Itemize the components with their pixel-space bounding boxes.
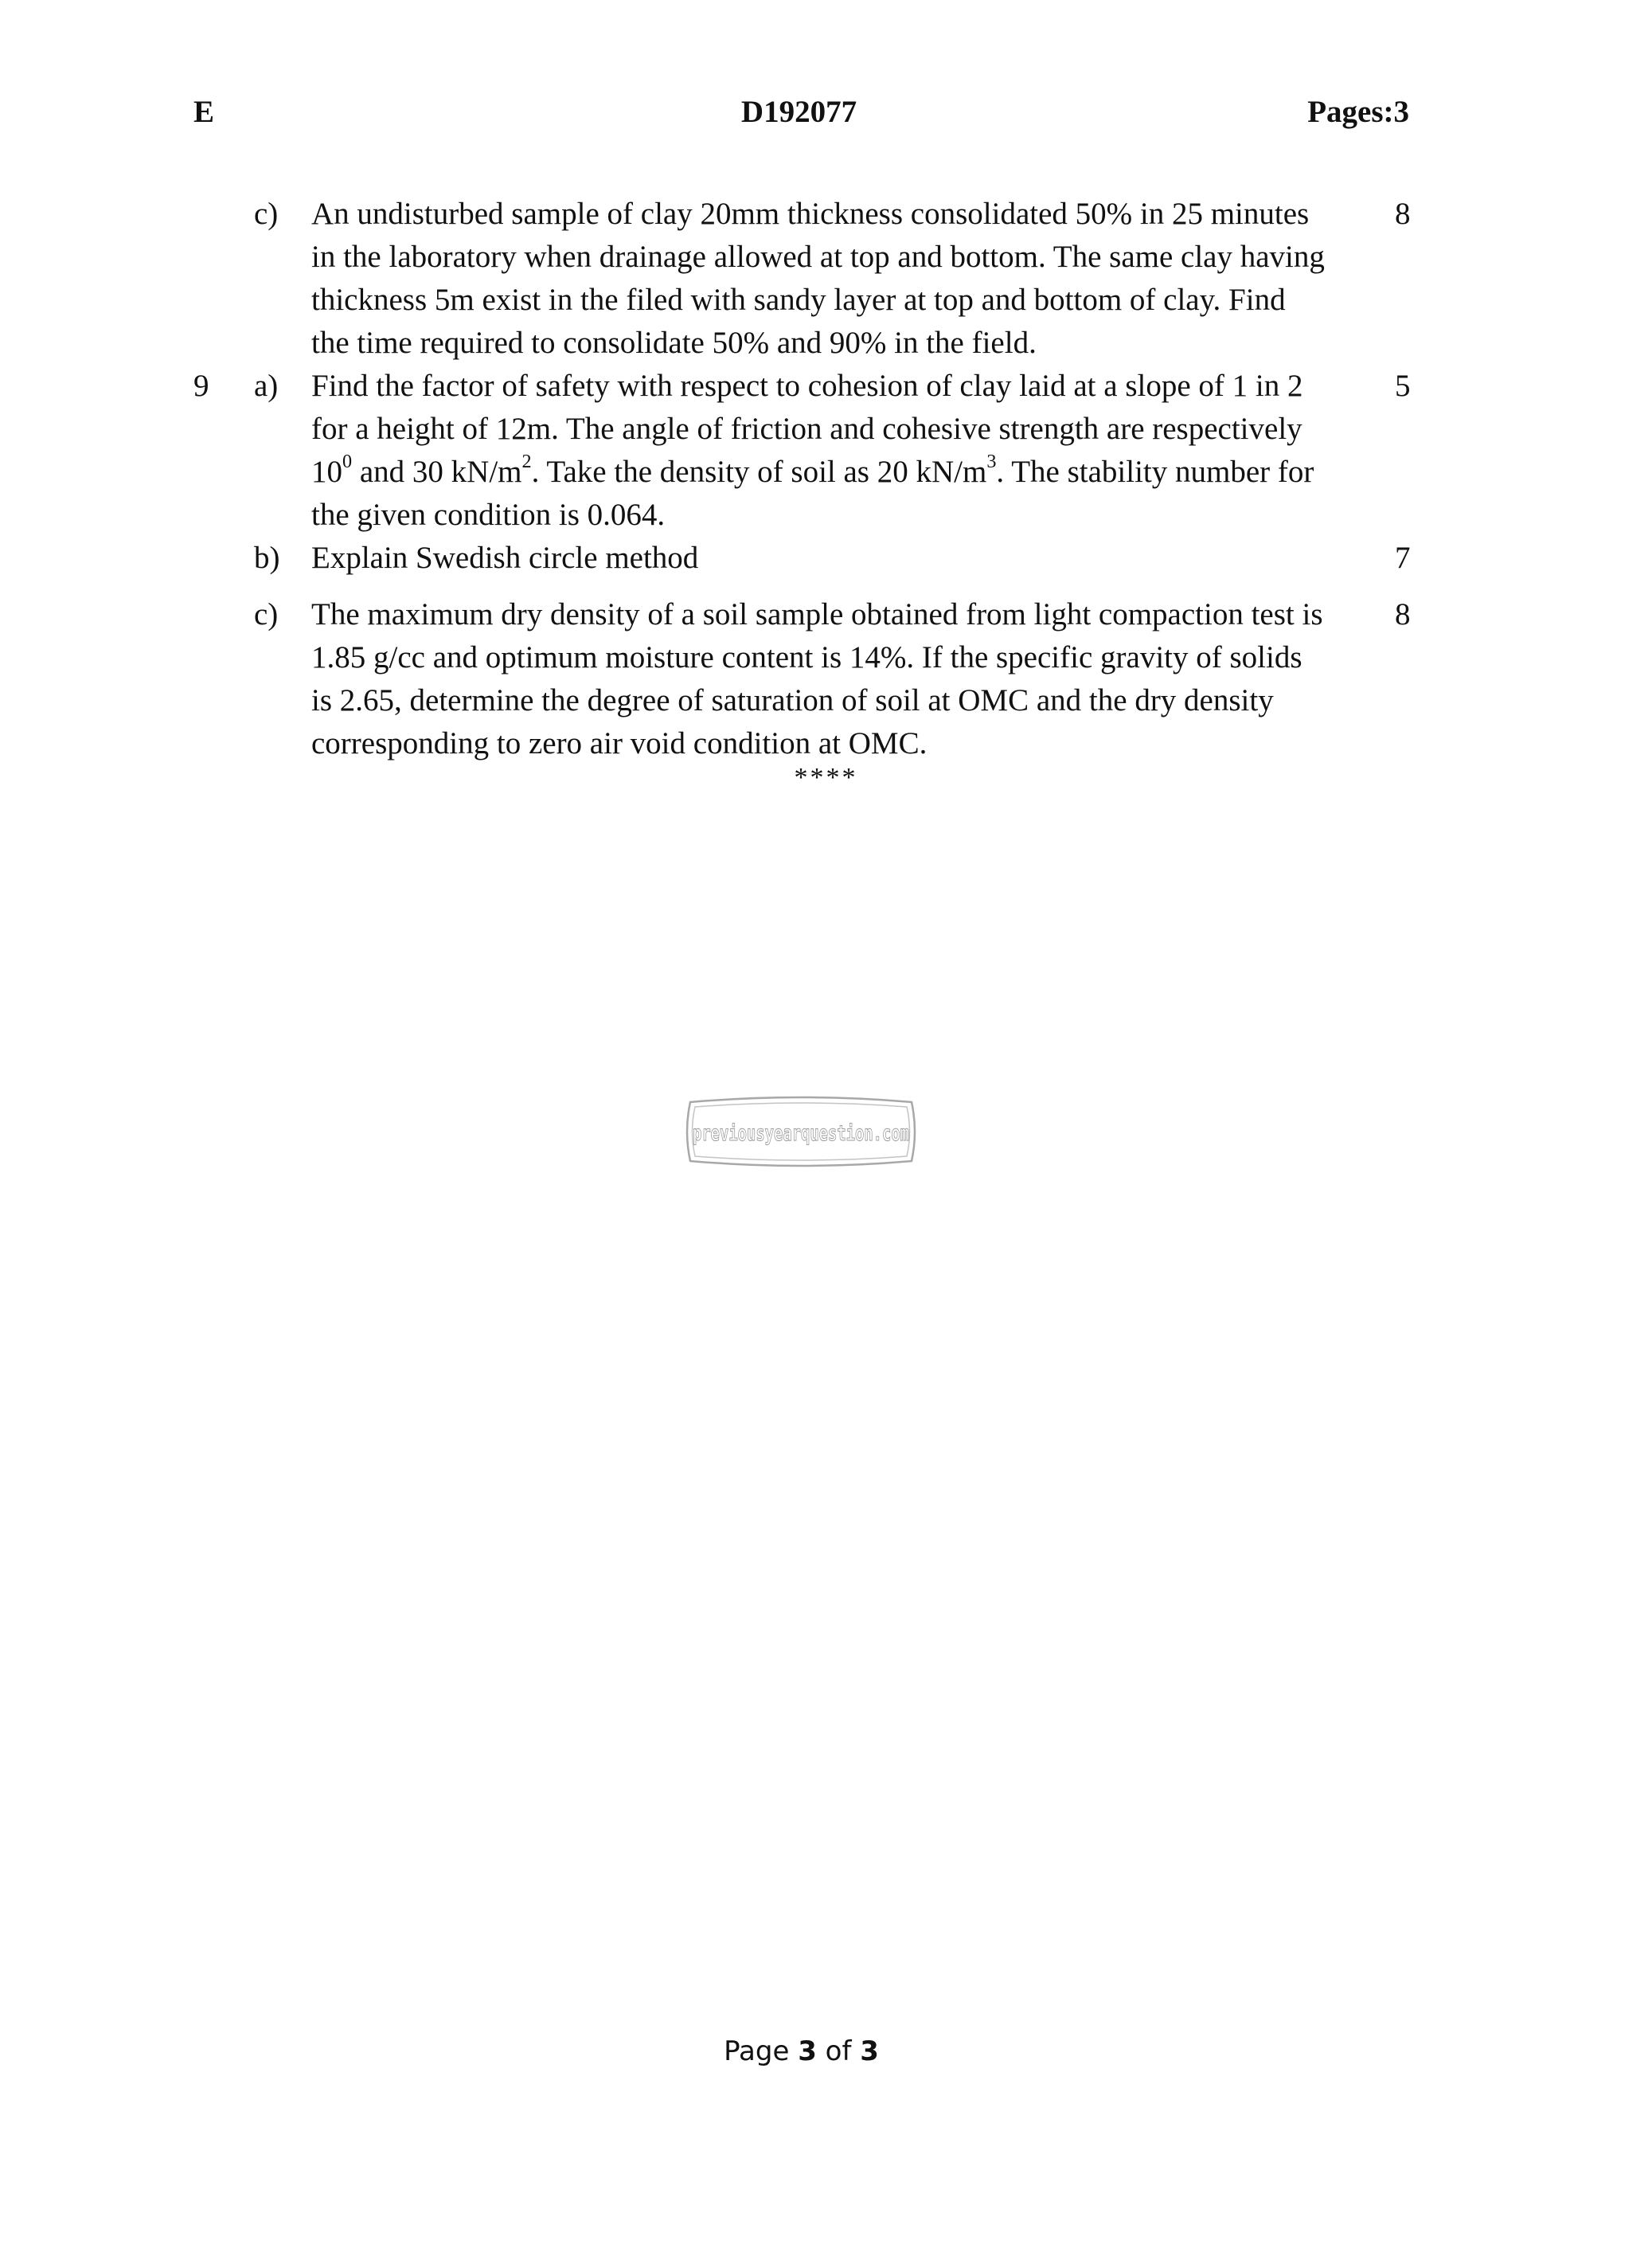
question-line: for a height of 12m. The angle of friction and cohesive strength are respectively	[311, 412, 1302, 446]
question-line: An undisturbed sample of clay 20mm thickness consolidated 50% in 25 minutes	[311, 197, 1310, 231]
page-header	[0, 94, 1592, 142]
question-line: is 2.65, determine the degree of saturation of soil at OMC and the dry density	[311, 683, 1274, 717]
end-of-paper-mark: ****	[794, 763, 858, 792]
watermark-logo	[679, 1094, 923, 1169]
footer-total-pages: 3	[860, 2035, 879, 2067]
question-line: the given condition is 0.064.	[311, 498, 666, 532]
question-text	[311, 365, 1370, 537]
footer-current-page: 3	[798, 2035, 817, 2067]
exponent-superscript: 3	[986, 451, 997, 473]
page-footer	[0, 2035, 1603, 2067]
angle-value: 10	[311, 455, 342, 489]
question-marks: 7	[1395, 541, 1411, 575]
footer-middle: of	[816, 2035, 861, 2067]
text-fragment: and 30 kN/m	[352, 455, 522, 489]
question-part-label: b)	[254, 541, 280, 575]
question-text	[311, 193, 1370, 365]
question-part-label: c)	[254, 197, 279, 231]
question-line: Explain Swedish circle method	[311, 541, 699, 575]
question-text	[311, 593, 1370, 765]
question-part-label: c)	[254, 597, 279, 631]
page-count: Pages:3	[1307, 95, 1409, 129]
question-9b	[0, 537, 1592, 580]
question-part-label: a)	[254, 369, 279, 403]
question-marks: 5	[1395, 369, 1411, 403]
question-line: The maximum dry density of a soil sample obtained from light compaction test is	[311, 597, 1323, 631]
paper-code: D192077	[740, 95, 857, 129]
question-marks: 8	[1395, 597, 1411, 631]
question-line: in the laboratory when drainage allowed at top and bottom. The same clay having	[311, 240, 1325, 274]
svg-text:previousyearquestion.com: previousyearquestion.com	[693, 1121, 909, 1146]
degree-superscript: 0	[342, 451, 353, 473]
question-line	[311, 451, 1370, 494]
question-line: 1.85 g/cc and optimum moisture content is 14%. If the specific gravity of solids	[311, 640, 1302, 674]
question-line: Find the factor of safety with respect to cohesion of clay laid at a slope of 1 in 2	[311, 369, 1303, 403]
question-list	[0, 193, 1592, 765]
question-line: the time required to consolidate 50% and 90% in the field.	[311, 326, 1037, 360]
question-9c	[0, 593, 1592, 765]
question-text	[311, 537, 1370, 580]
footer-prefix: Page	[724, 2035, 799, 2067]
question-9a	[0, 365, 1592, 537]
question-line: corresponding to zero air void condition at OMC.	[311, 726, 928, 760]
question-number: 9	[193, 369, 209, 403]
set-code: E	[193, 95, 215, 129]
text-fragment: . The stability number for	[996, 455, 1314, 489]
exponent-superscript: 2	[521, 451, 532, 473]
text-fragment: . Take the density of soil as 20 kN/m	[531, 455, 987, 489]
question-8c	[0, 193, 1592, 365]
question-marks: 8	[1395, 197, 1411, 231]
question-line: thickness 5m exist in the filed with sandy layer at top and bottom of clay. Find	[311, 283, 1286, 317]
